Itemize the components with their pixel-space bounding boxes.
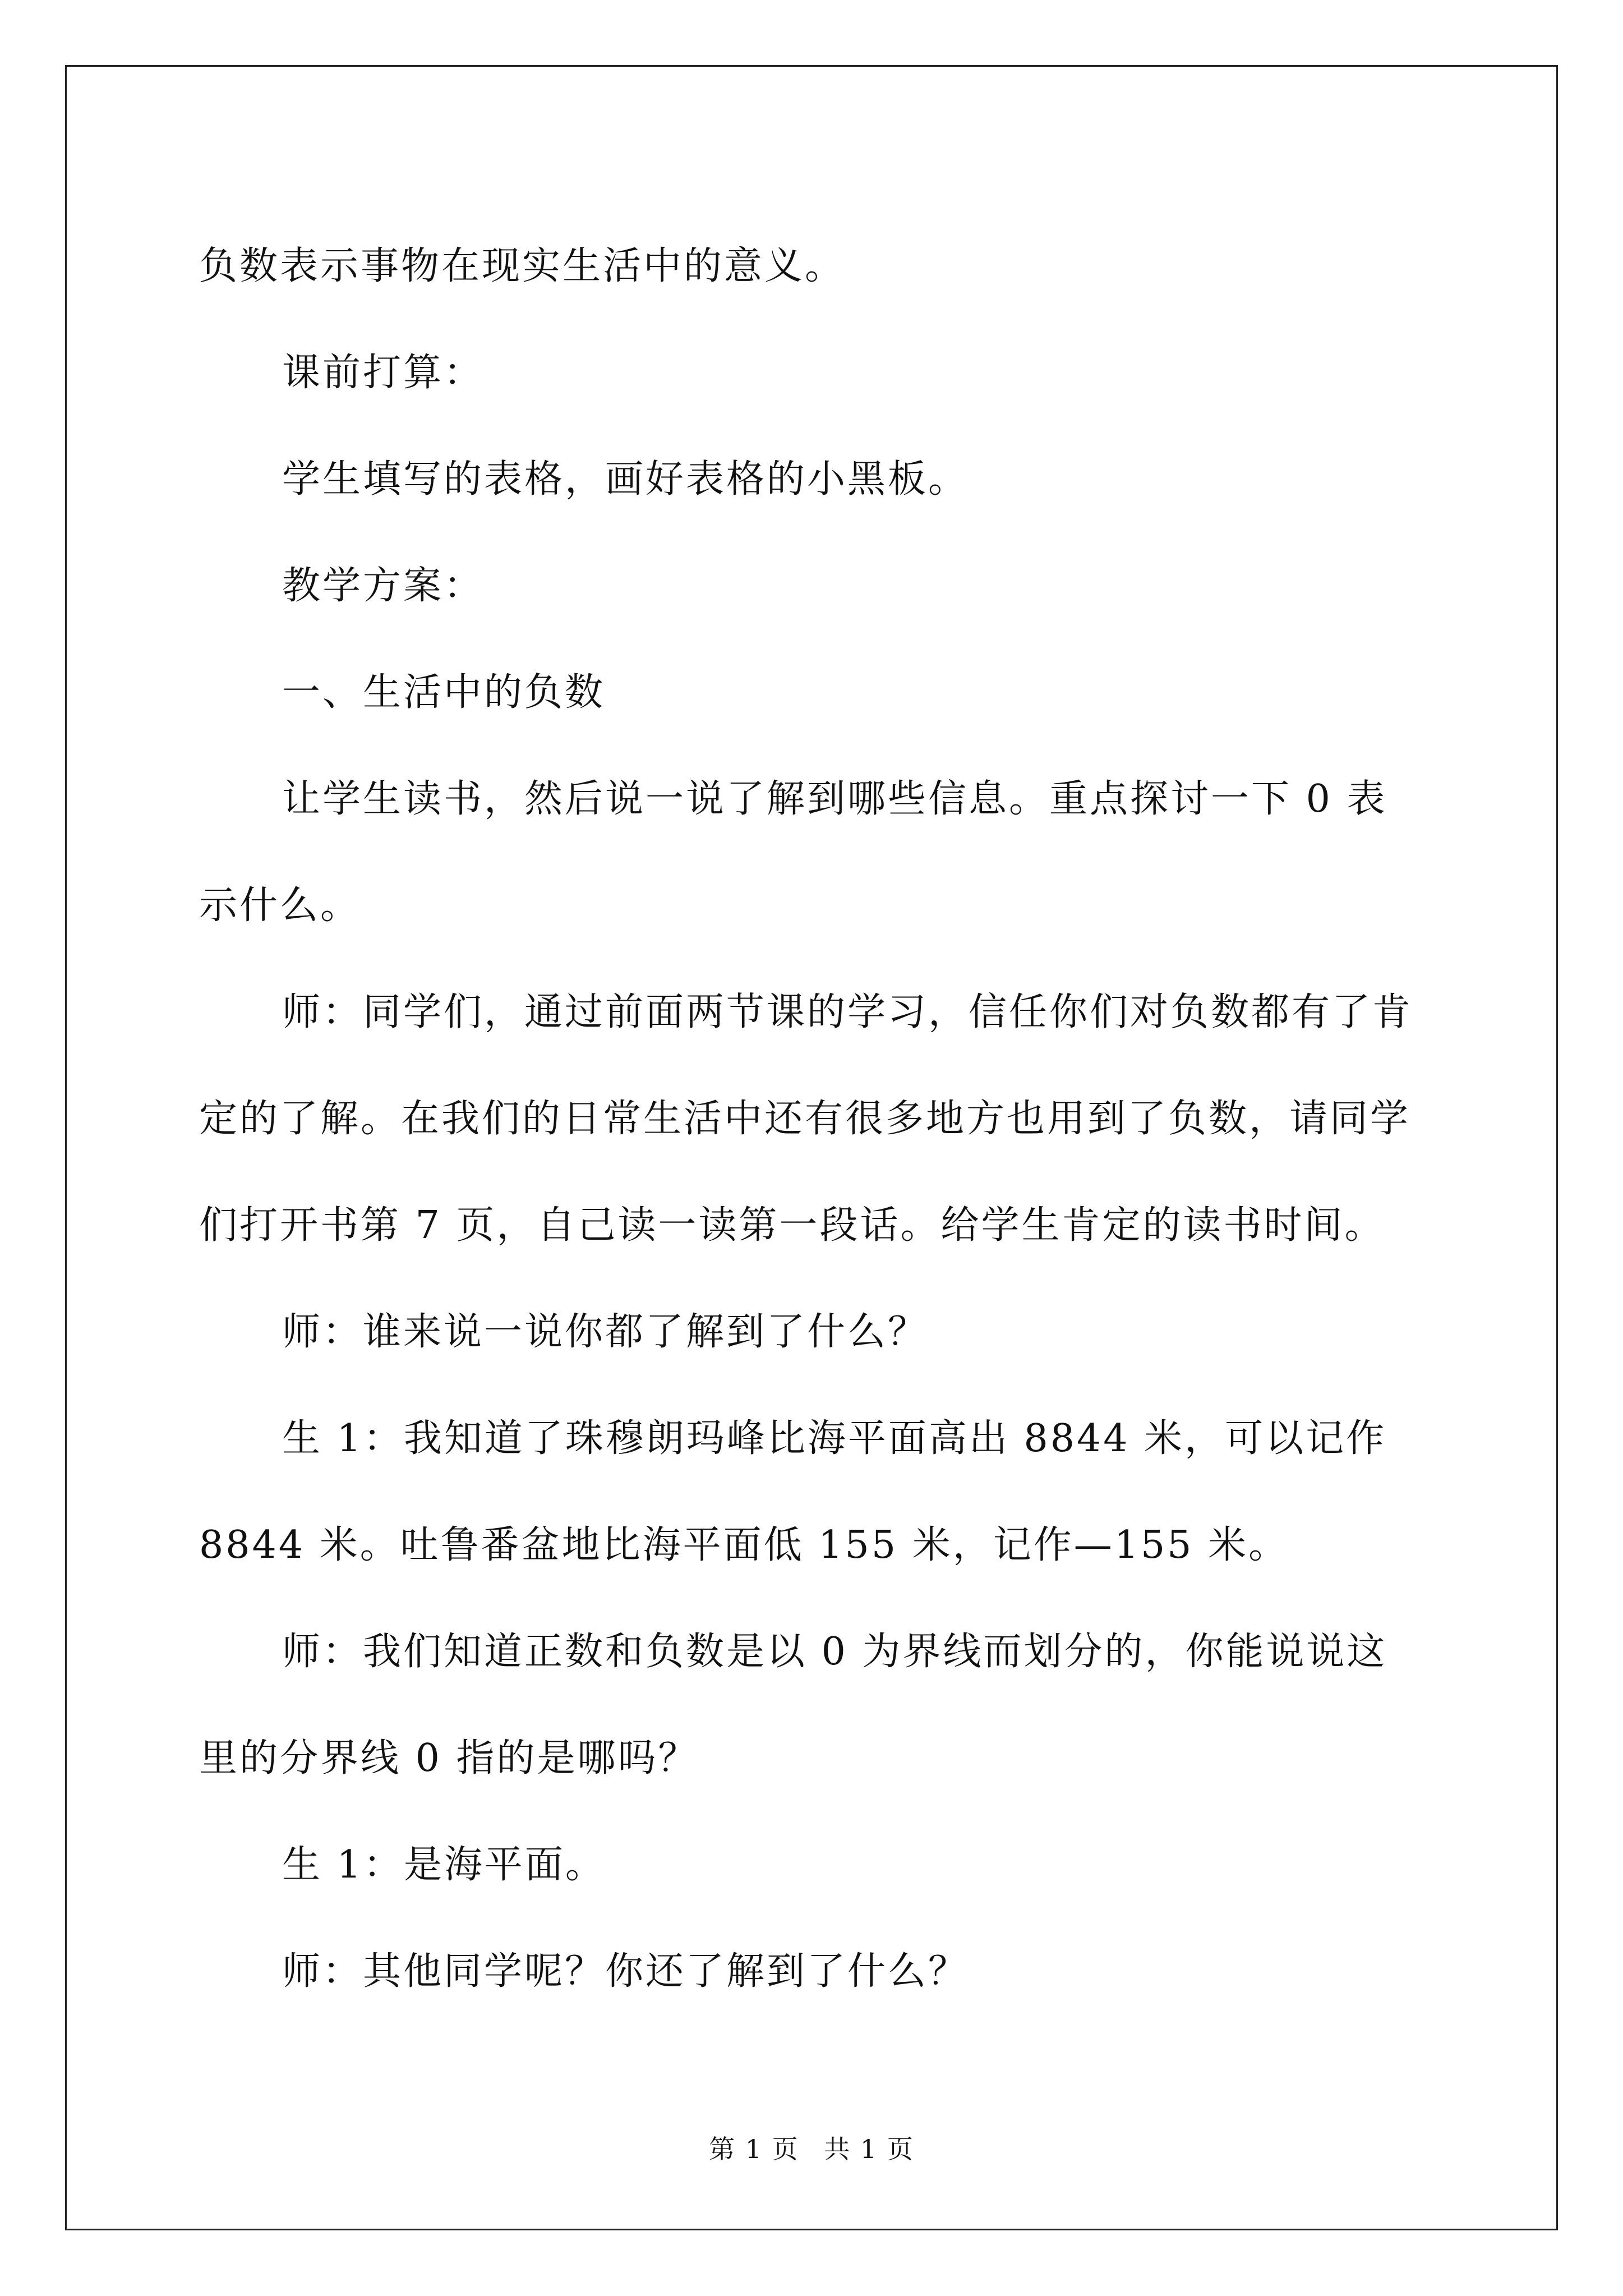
paragraph-3: 学生填写的表格，画好表格的小黑板。 xyxy=(282,457,969,501)
paragraph-11: 生 1：是海平面。 xyxy=(282,1843,606,1887)
paragraph-8: 师：谁来说一说你都了解到了什么？ xyxy=(282,1310,929,1354)
paragraph-6: 让学生读书，然后说一说了解到哪些信息。重点探讨一下 0 表示什么。 xyxy=(199,777,1387,928)
document-body xyxy=(199,213,1427,2025)
paragraph-1: 负数表示事物在现实生活中的意义。 xyxy=(199,244,846,288)
paragraph-7: 师：同学们，通过前面两节课的学习，信任你们对负数都有了肯定的了解。在我们的日常生活中还有很多地方也用到了负数，请同学们打开书第 7 页，自己读一读第一段话。给学生肯定的读书时间。 xyxy=(199,990,1413,1248)
paragraph-4: 教学方案： xyxy=(282,564,485,608)
paragraph-12: 师：其他同学呢？你还了解到了什么？ xyxy=(282,1949,969,1994)
paragraph-5: 一、生活中的负数 xyxy=(282,670,606,715)
paragraph-9: 生 1：我知道了珠穆朗玛峰比海平面高出 8844 米，可以记作 8844 米。吐鲁番盆地比海平面低 155 米，记作—155 米。 xyxy=(199,1416,1401,1567)
page-footer xyxy=(0,2129,1623,2166)
paragraph-10: 师：我们知道正数和负数是以 0 为界线而划分的，你能说说这里的分界线 0 指的是哪吗？ xyxy=(199,1630,1387,1780)
paragraph-2: 课前打算： xyxy=(282,351,485,395)
page-total: 共 1 页 xyxy=(824,2134,914,2164)
page-number: 第 1 页 xyxy=(709,2134,799,2164)
